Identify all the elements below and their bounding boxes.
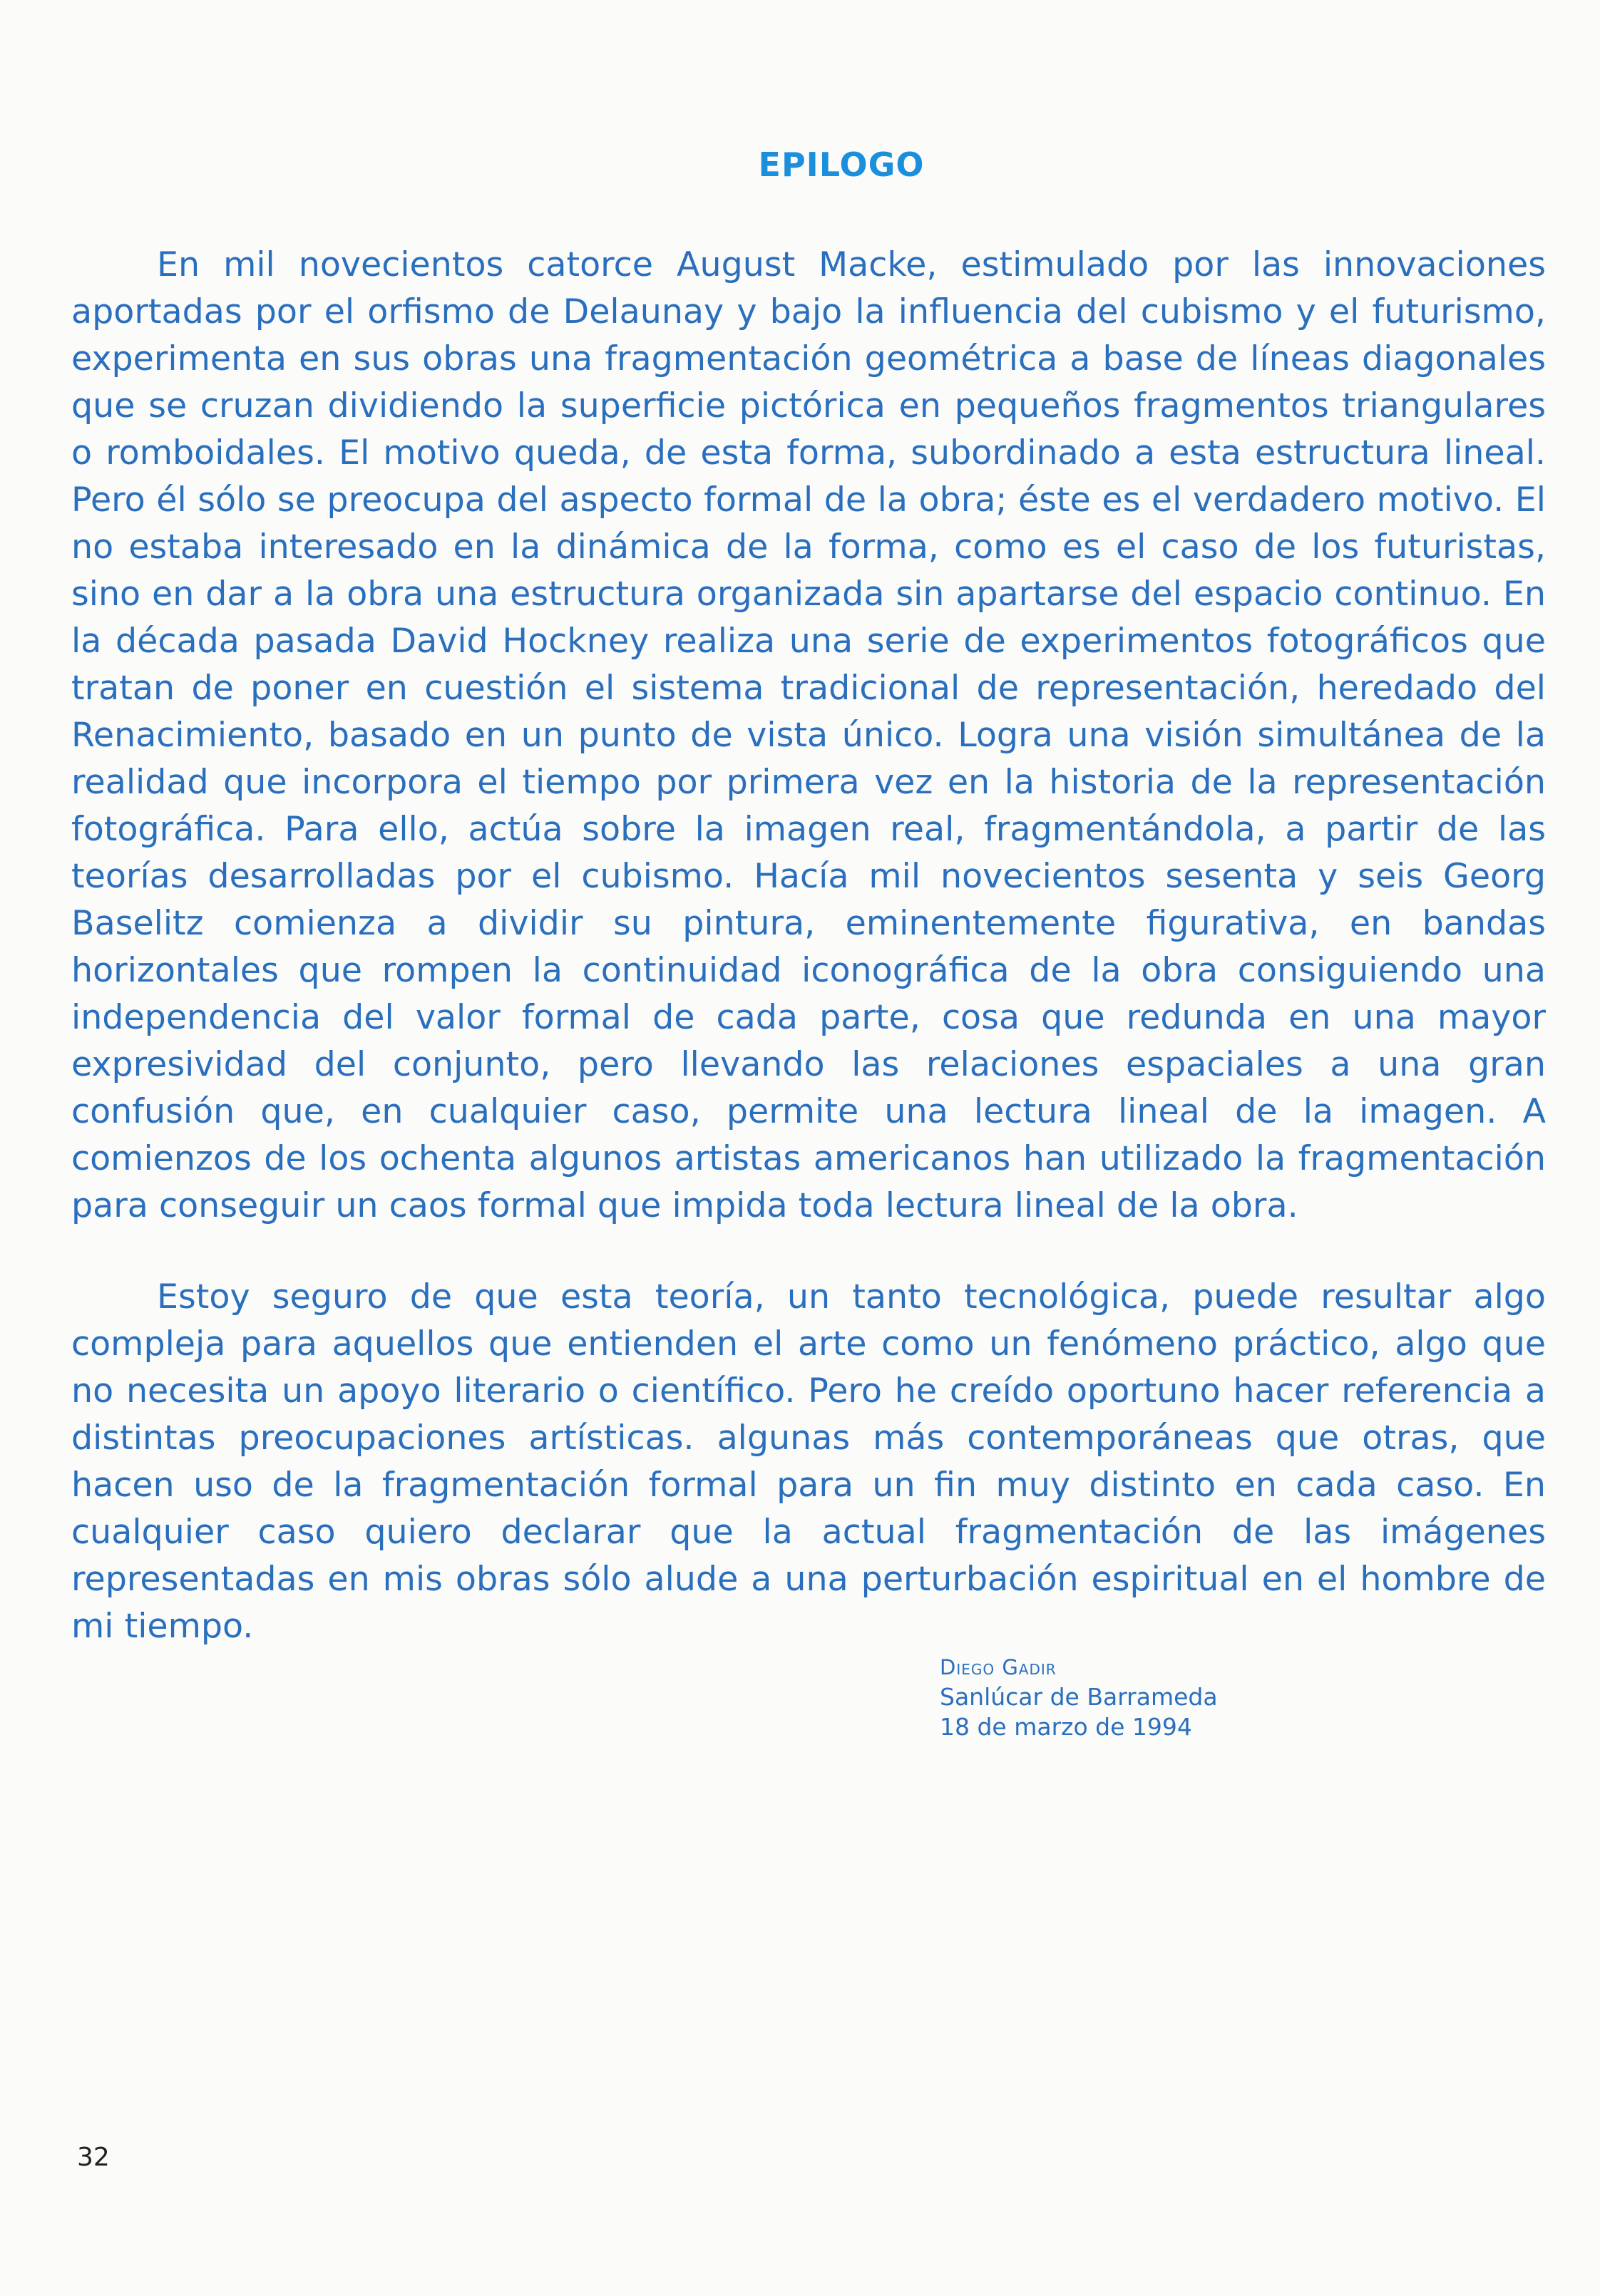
signature-date: 18 de marzo de 1994 [940, 1713, 1192, 1741]
page-number: 32 [77, 2143, 110, 2172]
page-title: EPILOGO [758, 145, 925, 184]
paragraph-2: Estoy seguro de que esta teoría, un tanto tecnológica, puede resultar algo compleja para aquellos que entienden el arte como un fenómeno práctico, algo que no necesita un apoyo literario o científico. Pero he creído oportuno hacer referencia a distintas preocupaciones artísticas. algunas más contemporáneas que otras, que hacen uso de la fragmentación formal para un fin muy distinto en cada caso. En cualquier caso quiero declarar que la actual fragmentación de las imágenes representadas en mis obras sólo alude a una perturbación espiritual en el hombre de mi tiempo. [71, 1277, 1546, 1646]
paragraph-1: En mil novecientos catorce August Macke, estimulado por las innovaciones aportadas por el orfismo de Delaunay y bajo la influencia del cubismo y el futurismo, experimenta en sus obras una fragmentación geométrica a base de líneas diagonales que se cruzan dividiendo la superficie pictórica en pequeños fragmentos triangulares o romboidales. El motivo queda, de esta forma, subordinado a esta estructura lineal. Pero él sólo se preocupa del aspecto formal de la obra; éste es el verdadero motivo. El no estaba interesado en la dinámica de la forma, como es el caso de los futuristas, sino en dar a la obra una estructura organizada sin apartarse del espacio continuo. En la década pasada David Hockney realiza una serie de experimentos fotográficos que tratan de poner en cuestión el sistema tradicional de representación, heredado del Renacimiento, basado en un punto de vista único. Logra una visión simultánea de la realidad que incorpora el tiempo por primera vez en la historia de la representación fotográfica. Para ello, actúa sobre la imagen real, fragmentándola, a partir de las teorías desarrolladas por el cubismo. Hacía mil novecientos sesenta y seis Georg Baselitz comienza a dividir su pintura, eminentemente figurativa, en bandas horizontales que rompen la continuidad iconográfica de la obra consiguiendo una independencia del valor formal de cada parte, cosa que redunda en una mayor expresividad del conjunto, pero llevando las relaciones espaciales a una gran confusión que, en cualquier caso, permite una lectura lineal de la imagen. A comienzos de los ochenta algunos artistas americanos han utilizado la fragmentación para conseguir un caos formal que impida toda lectura lineal de la obra. [71, 245, 1546, 1225]
author-name: Diego Gadir [940, 1655, 1057, 1679]
signature-block [940, 1652, 1218, 1742]
signature-place: Sanlúcar de Barrameda [940, 1683, 1218, 1711]
